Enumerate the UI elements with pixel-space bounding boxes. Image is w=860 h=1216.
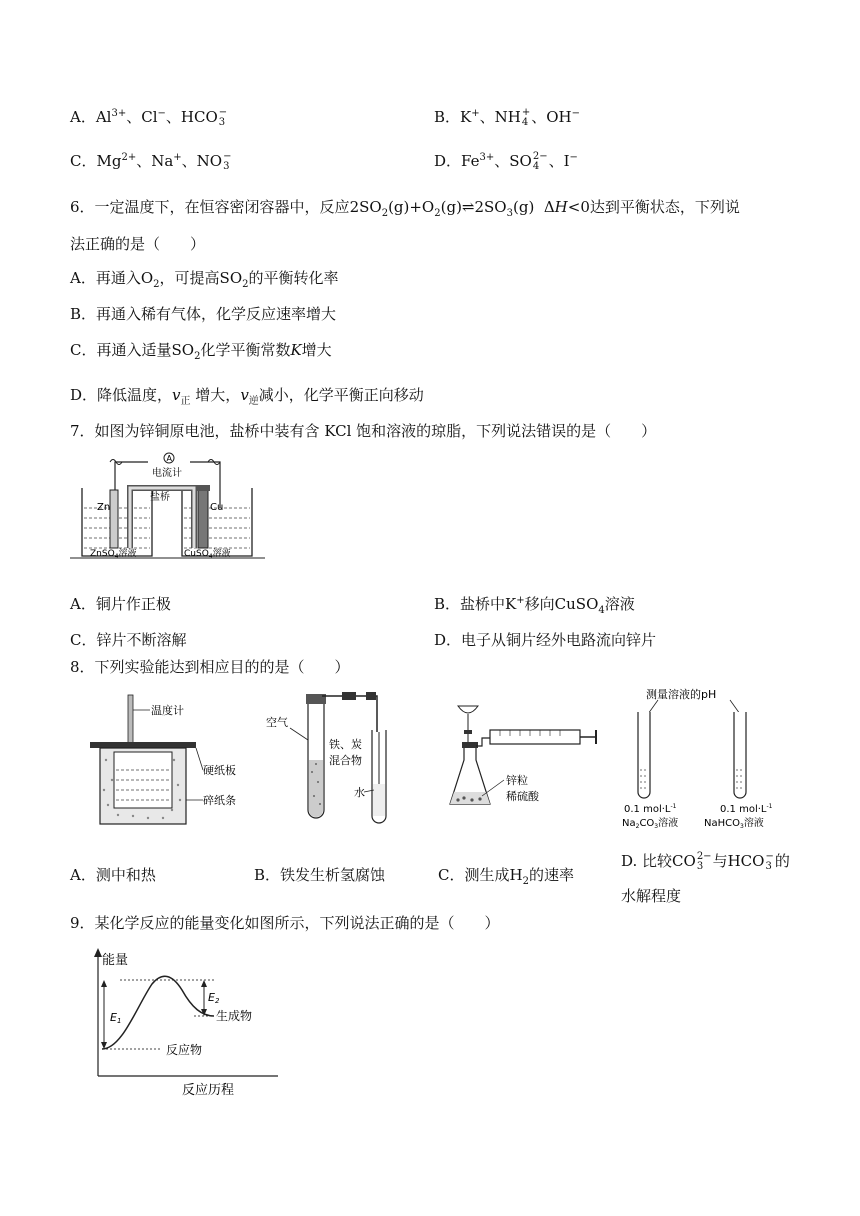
calorimeter-diagram bbox=[88, 690, 248, 830]
q8-stem: 8．下列实验能达到相应目的的是（ ） bbox=[70, 658, 350, 676]
zinc-label: 锌粒 bbox=[506, 774, 528, 787]
q9-stem: 9．某化学反应的能量变化如图所示，下列说法正确的是（ ） bbox=[70, 914, 500, 932]
q6-stem-line2: 法正确的是（ ） bbox=[70, 235, 206, 253]
e1-label: E1 bbox=[110, 1011, 122, 1025]
q7-option-b: B．盐桥中K+移向CuSO$_4$溶液 bbox=[434, 595, 635, 616]
zn-label: Zn bbox=[97, 502, 111, 513]
galvanic-cell-diagram bbox=[70, 448, 270, 566]
q7-option-d: D．电子从铜片经外电路流向锌片 bbox=[434, 631, 657, 649]
path-axis-label: 反应历程 bbox=[182, 1083, 235, 1096]
cu-label: Cu bbox=[210, 502, 224, 513]
q6-option-d: D．降低温度，$v_正$ 增大，$v_逆$减小，化学平衡正向移动 bbox=[70, 386, 424, 407]
q5-option-d: D．$Fe^{3+}$、SO 2− 4 、I− bbox=[434, 151, 578, 172]
thermometer-label: 温度计 bbox=[151, 704, 184, 717]
nahco3-label: NaHCO$_3$溶液 bbox=[704, 818, 764, 830]
q8-caption-b: B．铁发生析氢腐蚀 bbox=[254, 866, 386, 884]
q7-option-c: C．锌片不断溶解 bbox=[70, 631, 187, 649]
conc-label-1: 0.1 $mol\cdot L^{-1}$ bbox=[624, 803, 677, 815]
q6-option-c: C．再通入适量$SO_2$化学平衡常数K增大 bbox=[70, 341, 332, 362]
energy-profile-diagram bbox=[82, 946, 292, 1096]
ph-label: 测量溶液的pH bbox=[646, 688, 717, 701]
q8-caption-d-line2: 水解程度 bbox=[621, 887, 682, 905]
q6-option-a: A．再通入$O_2$，可提高$SO_2$的平衡转化率 bbox=[70, 269, 339, 290]
q8-caption-d: D. 比较CO 2− 3 与HCO − 3 的 bbox=[621, 851, 790, 872]
q7-stem: 7．如图为锌铜原电池，盐桥中装有含 KCl 饱和溶液的琼脂，下列说法错误的是（ ） bbox=[70, 422, 657, 440]
q8-caption-a: A．测中和热 bbox=[70, 866, 156, 884]
dilute-acid-label: 稀硫酸 bbox=[506, 790, 539, 803]
energy-axis-label: 能量 bbox=[102, 953, 129, 968]
cardboard-label: 硬纸板 bbox=[203, 764, 236, 777]
air-label: 空气 bbox=[266, 716, 288, 729]
na2co3-label: $Na_2CO_3$溶液 bbox=[622, 818, 679, 830]
product-label: 生成物 bbox=[216, 1009, 253, 1023]
iron-carbon-label-2: 混合物 bbox=[329, 754, 362, 767]
cuso4-label: CuSO$_4$溶液 bbox=[184, 549, 231, 560]
shredded-paper-label: 碎纸条 bbox=[203, 794, 236, 807]
ammeter-symbol: A bbox=[166, 454, 172, 463]
iron-carbon-label-1: 铁、炭 bbox=[329, 738, 362, 751]
meter-label: 电流计 bbox=[152, 468, 182, 479]
gas-rate-diagram bbox=[446, 700, 606, 816]
q7-option-a: A．铜片作正极 bbox=[70, 595, 171, 613]
q6-option-b: B．再通入稀有气体，化学反应速率增大 bbox=[70, 305, 337, 323]
q5-option-b: B．K+、NH + 4 、OH− bbox=[434, 107, 581, 128]
e2-label: E2 bbox=[208, 991, 220, 1005]
q6-stem: 6．一定温度下，在恒容密闭容器中，反应$2SO_2(g)+O_2(g)\rightleftharpoons 2SO_3(g)$ ΔH<0达到平衡状态，下列说 bbox=[70, 198, 740, 219]
conc-label-2: 0.1 $mol\cdot L^{-1}$ bbox=[720, 803, 773, 815]
reactant-label: 反应物 bbox=[166, 1043, 203, 1057]
corrosion-diagram bbox=[262, 692, 422, 828]
water-label: 水 bbox=[354, 786, 365, 799]
q5-option-c: C．$Mg^{2+}$、Na+、NO − 3 bbox=[70, 151, 232, 172]
znso4-label: ZnSO$_4$溶液 bbox=[90, 549, 137, 560]
q5-option-a: A．$Al^{3+}$、Cl−、HCO − 3 bbox=[70, 107, 228, 128]
hydrolysis-diagram bbox=[622, 684, 802, 834]
salt-bridge-label: 盐桥 bbox=[150, 492, 170, 503]
q8-caption-c: C．测生成$H_2$的速率 bbox=[438, 866, 574, 887]
